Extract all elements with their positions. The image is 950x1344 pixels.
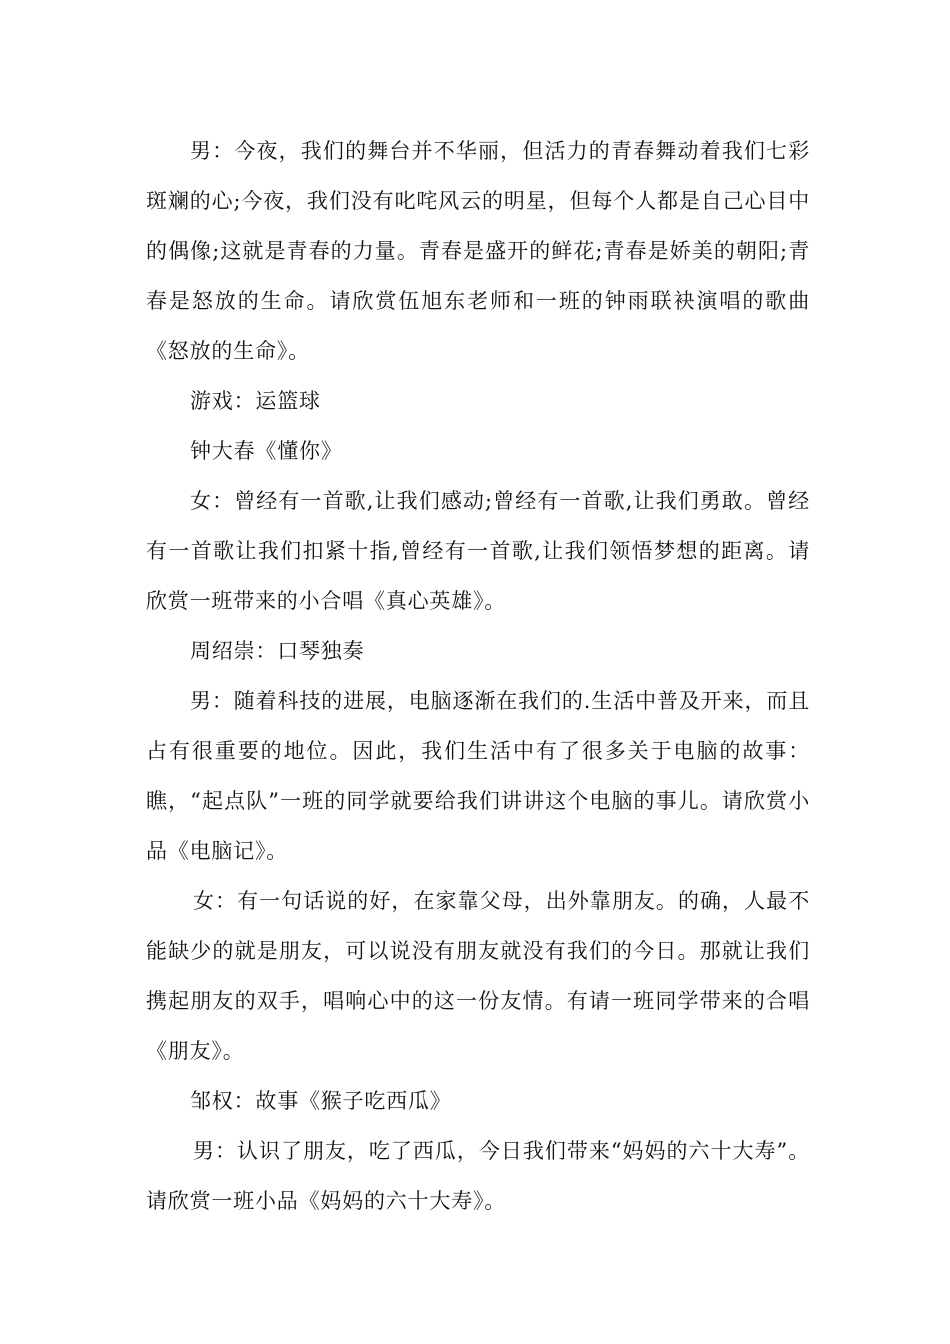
paragraph-song-dongni: 钟大春《懂你》: [190, 439, 343, 463]
paragraph-male-computer: 男：随着科技的进展，电脑逐渐在我们的.生活中普及开来，而且占有很重要的地位。因此，我们生活中有了很多关于电脑的故事：瞧，“起点队”一班的同学就要给我们讲讲这个电脑的事儿。请欣赏小品《电脑记》。: [146, 689, 810, 863]
paragraph-female-song: 女：曾经有一首歌,让我们感动;曾经有一首歌,让我们勇敢。曾经有一首歌让我们扣紧十指,曾经有一首歌,让我们领悟梦想的距离。请欣赏一班带来的小合唱《真心英雄》。: [146, 489, 810, 613]
paragraph-game: 游戏：运篮球: [190, 389, 321, 413]
paragraph-male-birthday: 男：认识了朋友，吃了西瓜，今日我们带来“妈妈的六十大寿”。请欣赏一班小品《妈妈的六十大寿》。: [146, 1139, 810, 1213]
paragraph-story: 邹权：故事《猴子吃西瓜》: [190, 1089, 452, 1113]
paragraph-female-friends: 女：有一句话说的好，在家靠父母，出外靠朋友。的确，人最不能缺少的就是朋友，可以说没有朋友就没有我们的今日。那就让我们携起朋友的双手，唱响心中的这一份友情。有请一班同学带来的合唱《朋友》。: [146, 889, 810, 1063]
paragraph-harmonica: 周绍崇：口琴独奏: [190, 639, 365, 663]
document-body: [146, 126, 810, 1226]
paragraph-opening-male: 男：今夜，我们的舞台并不华丽，但活力的青春舞动着我们七彩斑斓的心;今夜，我们没有叱咤风云的明星，但每个人都是自己心目中的偶像;这就是青春的力量。青春是盛开的鲜花;青春是娇美的朝阳;青春是怒放的生命。请欣赏伍旭东老师和一班的钟雨联袂演唱的歌曲《怒放的生命》。: [146, 139, 810, 363]
